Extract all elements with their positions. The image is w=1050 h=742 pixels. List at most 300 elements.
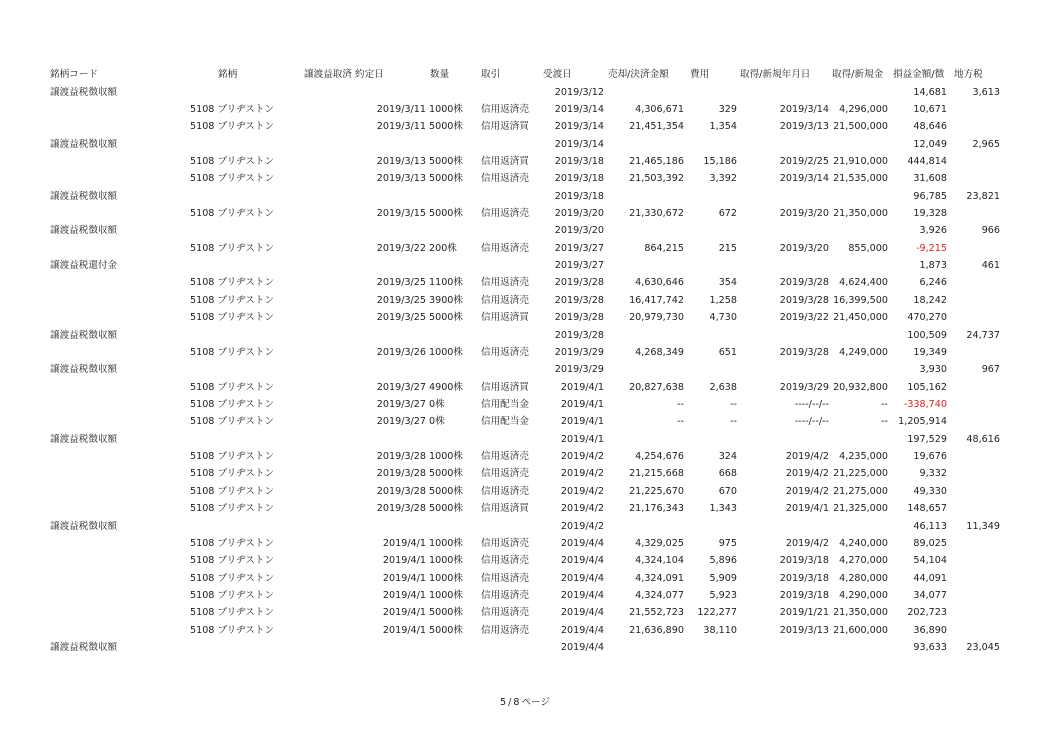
cell-fee: 651 xyxy=(718,346,737,358)
cell-name: 5108 ブリヂストン xyxy=(190,173,275,185)
cell-profit: 444,814 xyxy=(907,155,947,167)
cell-qty: 3900株 xyxy=(429,294,464,306)
cell-fee: 668 xyxy=(718,468,737,480)
cell-trade: 信用返済買 xyxy=(481,503,529,515)
cell-contract: 2019/4/1 xyxy=(382,624,426,636)
summary-row xyxy=(0,328,1050,344)
cell-acqdate: 2019/4/2 xyxy=(785,451,829,463)
header-contract-date: 譲渡益取済 約定日 xyxy=(304,69,384,80)
table-row xyxy=(0,466,1050,482)
table-row xyxy=(0,397,1050,413)
cell-contract: 2019/3/15 xyxy=(376,208,426,220)
cell-amount: 21,503,392 xyxy=(629,173,684,185)
cell-tax: 966 xyxy=(981,225,1000,237)
cell-trade: 信用返済売 xyxy=(481,277,529,289)
cell-amount: 864,215 xyxy=(644,242,684,254)
cell-qty: 1000株 xyxy=(429,537,464,549)
cell-trade: 信用返済売 xyxy=(481,468,529,480)
cell-qty: 1000株 xyxy=(429,589,464,601)
cell-contract: 2019/3/13 xyxy=(376,155,426,167)
cell-delivery: 2019/3/27 xyxy=(554,260,604,272)
cell-fee: -- xyxy=(730,398,737,410)
cell-name: 5108 ブリヂストン xyxy=(190,121,275,133)
cell-trade: 信用返済売 xyxy=(481,555,529,567)
cell-acqamt: 20,932,800 xyxy=(833,381,888,393)
cell-profit: 10,671 xyxy=(913,103,947,115)
summary-row xyxy=(0,137,1050,153)
cell-delivery: 2019/3/27 xyxy=(554,242,604,254)
cell-amount: 21,176,343 xyxy=(629,503,684,515)
table-row xyxy=(0,310,1050,326)
cell-name: 5108 ブリヂストン xyxy=(190,572,275,584)
cell-tax: 3,613 xyxy=(972,86,1000,98)
cell-delivery: 2019/4/2 xyxy=(560,468,604,480)
summary-row xyxy=(0,362,1050,378)
cell-amount: 4,324,077 xyxy=(635,589,684,601)
cell-fee: 5,909 xyxy=(709,572,737,584)
table-row xyxy=(0,484,1050,500)
cell-acqamt: 21,225,000 xyxy=(833,468,888,480)
cell-name: 5108 ブリヂストン xyxy=(190,589,275,601)
cell-acqdate: ----/--/-- xyxy=(794,398,829,410)
cell-trade: 信用返済売 xyxy=(481,485,529,497)
cell-contract: 2019/3/27 xyxy=(376,416,426,428)
cell-fee: 975 xyxy=(718,537,737,549)
summary-row xyxy=(0,85,1050,101)
cell-acqamt: 21,325,000 xyxy=(833,503,888,515)
cell-amount: 21,636,890 xyxy=(629,624,684,636)
cell-label: 譲渡益税徴収額 xyxy=(50,364,118,376)
header-delivery-date: 受渡日 xyxy=(543,69,572,80)
cell-profit: 9,332 xyxy=(919,468,947,480)
page-total: 8 xyxy=(513,697,520,708)
cell-qty: 5000株 xyxy=(429,121,464,133)
cell-profit: 46,113 xyxy=(913,520,947,532)
cell-acqdate: 2019/3/28 xyxy=(779,277,829,289)
cell-acqdate: 2019/3/13 xyxy=(779,624,829,636)
cell-delivery: 2019/4/2 xyxy=(560,451,604,463)
cell-qty: 5000株 xyxy=(429,503,464,515)
cell-qty: 5000株 xyxy=(429,155,464,167)
cell-name: 5108 ブリヂストン xyxy=(190,312,275,324)
cell-delivery: 2019/3/20 xyxy=(554,208,604,220)
cell-profit: 202,723 xyxy=(907,607,947,619)
cell-fee: 354 xyxy=(718,277,737,289)
table-row xyxy=(0,154,1050,170)
cell-fee: 672 xyxy=(718,208,737,220)
cell-qty: 1000株 xyxy=(429,103,464,115)
cell-amount: 20,979,730 xyxy=(629,312,684,324)
cell-delivery: 2019/4/1 xyxy=(560,398,604,410)
cell-profit: 48,646 xyxy=(913,121,947,133)
cell-profit: 19,676 xyxy=(913,451,947,463)
cell-delivery: 2019/3/14 xyxy=(554,121,604,133)
table-row xyxy=(0,206,1050,222)
cell-acqdate: 2019/4/2 xyxy=(785,468,829,480)
cell-amount: 4,324,091 xyxy=(635,572,684,584)
cell-amount: 4,630,646 xyxy=(635,277,684,289)
cell-profit: 100,509 xyxy=(907,329,947,341)
cell-profit: 89,025 xyxy=(913,537,947,549)
cell-profit: 14,681 xyxy=(913,86,947,98)
cell-fee: 38,110 xyxy=(703,624,737,636)
cell-delivery: 2019/4/1 xyxy=(560,416,604,428)
page-suffix: ページ xyxy=(521,697,551,708)
cell-delivery: 2019/4/4 xyxy=(560,537,604,549)
cell-name: 5108 ブリヂストン xyxy=(190,503,275,515)
cell-label: 譲渡益税徴収額 xyxy=(50,520,118,532)
cell-delivery: 2019/4/1 xyxy=(560,433,604,445)
cell-trade: 信用返済売 xyxy=(481,451,529,463)
cell-acqdate: 2019/4/1 xyxy=(785,503,829,515)
cell-fee: 122,277 xyxy=(697,607,737,619)
table-row xyxy=(0,553,1050,569)
cell-amount: 4,324,104 xyxy=(635,555,684,567)
cell-contract: 2019/3/25 xyxy=(376,294,426,306)
cell-acqdate: 2019/3/28 xyxy=(779,294,829,306)
cell-delivery: 2019/3/29 xyxy=(554,364,604,376)
cell-acqamt: 21,600,000 xyxy=(833,624,888,636)
cell-tax: 2,965 xyxy=(972,138,1000,150)
cell-profit: 49,330 xyxy=(913,485,947,497)
cell-delivery: 2019/4/4 xyxy=(560,572,604,584)
table-row xyxy=(0,414,1050,430)
header-fee: 費用 xyxy=(690,69,710,80)
cell-qty: 1000株 xyxy=(429,555,464,567)
cell-acqdate: 2019/2/25 xyxy=(779,155,829,167)
cell-contract: 2019/3/11 xyxy=(376,121,426,133)
header-local-tax: 地方税 xyxy=(954,69,983,80)
cell-label: 譲渡益税徴収額 xyxy=(50,190,118,202)
cell-qty: 5000株 xyxy=(429,607,464,619)
cell-amount: 21,215,668 xyxy=(629,468,684,480)
cell-acqamt: 21,450,000 xyxy=(833,312,888,324)
page-footer xyxy=(0,695,1050,711)
header-profit: 損益金額/徴 xyxy=(893,69,945,80)
table-row xyxy=(0,345,1050,361)
cell-contract: 2019/3/27 xyxy=(376,398,426,410)
cell-trade: 信用返済売 xyxy=(481,242,529,254)
cell-profit: 470,270 xyxy=(907,312,947,324)
cell-profit: 34,077 xyxy=(913,589,947,601)
cell-fee: 15,186 xyxy=(703,155,737,167)
cell-tax: 48,616 xyxy=(966,433,1000,445)
cell-trade: 信用返済買 xyxy=(481,381,529,393)
cell-name: 5108 ブリヂストン xyxy=(190,398,275,410)
cell-delivery: 2019/3/28 xyxy=(554,294,604,306)
cell-label: 譲渡益税徴収額 xyxy=(50,138,118,150)
cell-label: 譲渡益税徴収額 xyxy=(50,225,118,237)
cell-fee: 1,354 xyxy=(709,121,737,133)
cell-fee: 2,638 xyxy=(709,381,737,393)
cell-amount: 4,268,349 xyxy=(635,346,684,358)
cell-trade: 信用返済売 xyxy=(481,607,529,619)
cell-delivery: 2019/3/28 xyxy=(554,277,604,289)
cell-acqamt: 4,240,000 xyxy=(839,537,888,549)
cell-acqdate: 2019/3/18 xyxy=(779,589,829,601)
summary-row xyxy=(0,223,1050,239)
cell-acqamt: -- xyxy=(881,416,888,428)
cell-qty: 1000株 xyxy=(429,451,464,463)
cell-name: 5108 ブリヂストン xyxy=(190,485,275,497)
summary-row xyxy=(0,519,1050,535)
cell-amount: -- xyxy=(677,398,684,410)
cell-fee: 329 xyxy=(718,103,737,115)
cell-profit: -9,215 xyxy=(916,242,947,254)
cell-profit: 96,785 xyxy=(913,190,947,202)
cell-profit: 18,242 xyxy=(913,294,947,306)
cell-acqamt: 21,535,000 xyxy=(833,173,888,185)
cell-contract: 2019/3/28 xyxy=(376,503,426,515)
cell-qty: 1100株 xyxy=(429,277,464,289)
cell-name: 5108 ブリヂストン xyxy=(190,537,275,549)
cell-fee: 324 xyxy=(718,451,737,463)
cell-profit: 36,890 xyxy=(913,624,947,636)
cell-profit: 44,091 xyxy=(913,572,947,584)
cell-acqamt: 4,280,000 xyxy=(839,572,888,584)
table-row xyxy=(0,275,1050,291)
cell-name: 5108 ブリヂストン xyxy=(190,242,275,254)
cell-profit: 6,246 xyxy=(919,277,947,289)
cell-delivery: 2019/4/4 xyxy=(560,589,604,601)
cell-profit: 19,328 xyxy=(913,208,947,220)
cell-profit: 93,633 xyxy=(913,642,947,654)
cell-name: 5108 ブリヂストン xyxy=(190,294,275,306)
cell-profit: 148,657 xyxy=(907,503,947,515)
header-amount: 売却/決済金額 xyxy=(608,69,669,80)
cell-fee: 3,392 xyxy=(709,173,737,185)
cell-acqamt: 4,290,000 xyxy=(839,589,888,601)
table-row xyxy=(0,536,1050,552)
cell-trade: 信用返済売 xyxy=(481,346,529,358)
cell-qty: 5000株 xyxy=(429,208,464,220)
cell-trade: 信用返済買 xyxy=(481,121,529,133)
cell-trade: 信用配当金 xyxy=(481,416,529,428)
cell-acqdate: 2019/3/20 xyxy=(779,242,829,254)
cell-acqamt: 4,296,000 xyxy=(839,103,888,115)
summary-row xyxy=(0,189,1050,205)
cell-contract: 2019/3/28 xyxy=(376,451,426,463)
cell-acqdate: 2019/3/14 xyxy=(779,103,829,115)
cell-qty: 1000株 xyxy=(429,346,464,358)
cell-qty: 4900株 xyxy=(429,381,464,393)
cell-trade: 信用返済売 xyxy=(481,103,529,115)
cell-name: 5108 ブリヂストン xyxy=(190,155,275,167)
cell-acqamt: 855,000 xyxy=(848,242,888,254)
cell-acqdate: 2019/3/18 xyxy=(779,572,829,584)
cell-profit: 197,529 xyxy=(907,433,947,445)
cell-acqdate: 2019/3/13 xyxy=(779,121,829,133)
cell-delivery: 2019/4/4 xyxy=(560,607,604,619)
cell-trade: 信用返済買 xyxy=(481,312,529,324)
cell-qty: 5000株 xyxy=(429,468,464,480)
cell-name: 5108 ブリヂストン xyxy=(190,451,275,463)
cell-profit: 1,873 xyxy=(919,260,947,272)
header-acquisition-date: 取得/新規年月日 xyxy=(740,69,811,80)
cell-trade: 信用返済売 xyxy=(481,208,529,220)
cell-tax: 967 xyxy=(981,364,1000,376)
cell-trade: 信用返済売 xyxy=(481,624,529,636)
cell-tax: 23,821 xyxy=(966,190,1000,202)
cell-profit: 31,608 xyxy=(913,173,947,185)
cell-acqamt: 21,350,000 xyxy=(833,607,888,619)
cell-delivery: 2019/3/29 xyxy=(554,346,604,358)
cell-qty: 5000株 xyxy=(429,312,464,324)
cell-acqdate: 2019/3/20 xyxy=(779,208,829,220)
cell-delivery: 2019/3/18 xyxy=(554,173,604,185)
cell-amount: 21,225,670 xyxy=(629,485,684,497)
cell-name: 5108 ブリヂストン xyxy=(190,607,275,619)
cell-acqdate: 2019/3/29 xyxy=(779,381,829,393)
cell-amount: -- xyxy=(677,416,684,428)
cell-contract: 2019/4/1 xyxy=(382,537,426,549)
cell-acqamt: 21,910,000 xyxy=(833,155,888,167)
cell-name: 5108 ブリヂストン xyxy=(190,346,275,358)
cell-name: 5108 ブリヂストン xyxy=(190,555,275,567)
cell-qty: 5000株 xyxy=(429,485,464,497)
cell-label: 譲渡益税徴収額 xyxy=(50,642,118,654)
table-row xyxy=(0,241,1050,257)
table-row xyxy=(0,605,1050,621)
table-row xyxy=(0,449,1050,465)
cell-delivery: 2019/4/4 xyxy=(560,555,604,567)
cell-profit: 1,205,914 xyxy=(898,416,947,428)
cell-profit: -338,740 xyxy=(903,398,947,410)
cell-amount: 4,254,676 xyxy=(635,451,684,463)
cell-amount: 21,465,186 xyxy=(629,155,684,167)
cell-delivery: 2019/4/1 xyxy=(560,381,604,393)
cell-delivery: 2019/3/28 xyxy=(554,312,604,324)
cell-tax: 461 xyxy=(981,260,1000,272)
cell-trade: 信用返済売 xyxy=(481,537,529,549)
cell-trade: 信用配当金 xyxy=(481,398,529,410)
summary-row xyxy=(0,258,1050,274)
cell-contract: 2019/3/22 xyxy=(376,242,426,254)
cell-fee: 670 xyxy=(718,485,737,497)
cell-acqamt: 4,249,000 xyxy=(839,346,888,358)
cell-acqamt: 21,275,000 xyxy=(833,485,888,497)
cell-amount: 21,552,723 xyxy=(629,607,684,619)
cell-qty: 0株 xyxy=(429,398,445,410)
table-row xyxy=(0,102,1050,118)
header-code: 銘柄コード xyxy=(50,69,98,80)
cell-contract: 2019/4/1 xyxy=(382,555,426,567)
cell-contract: 2019/4/1 xyxy=(382,607,426,619)
cell-contract: 2019/3/11 xyxy=(376,103,426,115)
cell-acqdate: 2019/3/14 xyxy=(779,173,829,185)
cell-trade: 信用返済売 xyxy=(481,294,529,306)
cell-qty: 5000株 xyxy=(429,624,464,636)
cell-delivery: 2019/4/4 xyxy=(560,642,604,654)
cell-contract: 2019/3/28 xyxy=(376,468,426,480)
cell-acqamt: 4,270,000 xyxy=(839,555,888,567)
cell-qty: 200株 xyxy=(429,242,457,254)
cell-name: 5108 ブリヂストン xyxy=(190,468,275,480)
cell-contract: 2019/4/1 xyxy=(382,572,426,584)
cell-acqamt: -- xyxy=(881,398,888,410)
cell-trade: 信用返済売 xyxy=(481,589,529,601)
cell-name: 5108 ブリヂストン xyxy=(190,381,275,393)
cell-qty: 1000株 xyxy=(429,572,464,584)
cell-amount: 4,329,025 xyxy=(635,537,684,549)
header-trade: 取引 xyxy=(481,69,501,80)
cell-name: 5108 ブリヂストン xyxy=(190,624,275,636)
cell-contract: 2019/3/13 xyxy=(376,173,426,185)
cell-delivery: 2019/3/14 xyxy=(554,103,604,115)
cell-profit: 12,049 xyxy=(913,138,947,150)
cell-delivery: 2019/4/2 xyxy=(560,520,604,532)
cell-contract: 2019/4/1 xyxy=(382,589,426,601)
cell-delivery: 2019/4/2 xyxy=(560,503,604,515)
cell-amount: 16,417,742 xyxy=(629,294,684,306)
cell-amount: 20,827,638 xyxy=(629,381,684,393)
cell-trade: 信用返済売 xyxy=(481,173,529,185)
cell-profit: 3,930 xyxy=(919,364,947,376)
cell-qty: 0株 xyxy=(429,416,445,428)
page-separator: / xyxy=(508,697,512,708)
cell-label: 譲渡益税還付金 xyxy=(50,260,118,272)
cell-fee: 215 xyxy=(718,242,737,254)
table-header xyxy=(0,67,1050,83)
cell-delivery: 2019/3/18 xyxy=(554,155,604,167)
table-row xyxy=(0,171,1050,187)
cell-acqamt: 4,235,000 xyxy=(839,451,888,463)
cell-label: 譲渡益税徴収額 xyxy=(50,433,118,445)
cell-amount: 4,306,671 xyxy=(635,103,684,115)
cell-fee: -- xyxy=(730,416,737,428)
cell-acqdate: 2019/3/22 xyxy=(779,312,829,324)
cell-contract: 2019/3/28 xyxy=(376,485,426,497)
table-row xyxy=(0,571,1050,587)
cell-amount: 21,451,354 xyxy=(629,121,684,133)
cell-profit: 19,349 xyxy=(913,346,947,358)
cell-contract: 2019/3/27 xyxy=(376,381,426,393)
cell-acqdate: 2019/3/18 xyxy=(779,555,829,567)
cell-name: 5108 ブリヂストン xyxy=(190,103,275,115)
table-row xyxy=(0,119,1050,135)
table-row xyxy=(0,293,1050,309)
cell-trade: 信用返済買 xyxy=(481,155,529,167)
cell-profit: 105,162 xyxy=(907,381,947,393)
cell-label: 譲渡益税徴収額 xyxy=(50,86,118,98)
cell-tax: 23,045 xyxy=(966,642,1000,654)
cell-acqamt: 21,500,000 xyxy=(833,121,888,133)
cell-name: 5108 ブリヂストン xyxy=(190,277,275,289)
cell-acqdate: ----/--/-- xyxy=(794,416,829,428)
cell-contract: 2019/3/26 xyxy=(376,346,426,358)
table-row xyxy=(0,380,1050,396)
cell-fee: 1,343 xyxy=(709,503,737,515)
cell-fee: 5,923 xyxy=(709,589,737,601)
cell-acqamt: 21,350,000 xyxy=(833,208,888,220)
cell-name: 5108 ブリヂストン xyxy=(190,416,275,428)
cell-delivery: 2019/3/14 xyxy=(554,138,604,150)
cell-qty: 5000株 xyxy=(429,173,464,185)
cell-contract: 2019/3/25 xyxy=(376,277,426,289)
cell-label: 譲渡益税徴収額 xyxy=(50,329,118,341)
summary-row xyxy=(0,640,1050,656)
cell-delivery: 2019/3/20 xyxy=(554,225,604,237)
table-row xyxy=(0,501,1050,517)
table-row xyxy=(0,588,1050,604)
cell-contract: 2019/3/25 xyxy=(376,312,426,324)
cell-amount: 21,330,672 xyxy=(629,208,684,220)
cell-acqdate: 2019/3/28 xyxy=(779,346,829,358)
cell-delivery: 2019/3/12 xyxy=(554,86,604,98)
cell-acqamt: 16,399,500 xyxy=(833,294,888,306)
cell-fee: 5,896 xyxy=(709,555,737,567)
page-number: 5 xyxy=(499,697,507,708)
